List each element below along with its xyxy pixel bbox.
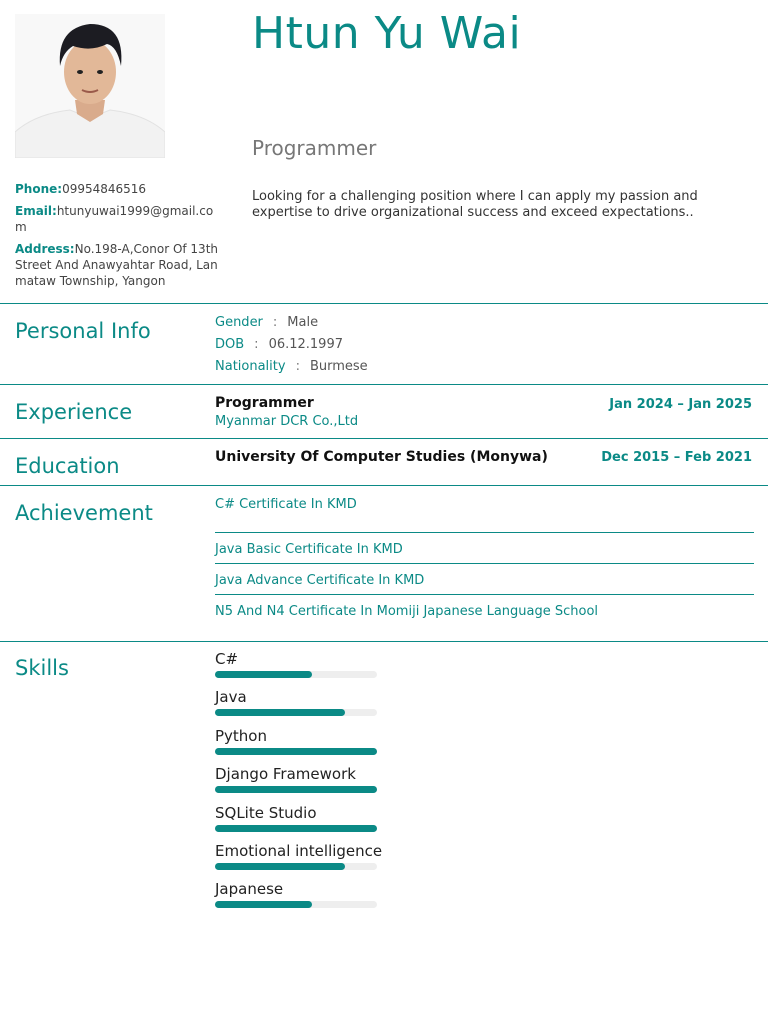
contact-address (15, 241, 220, 289)
info-separator: : (272, 315, 278, 330)
skill-name: C# (215, 650, 239, 668)
info-value: 06.12.1997 (268, 337, 343, 352)
skill-item (215, 727, 415, 755)
candidate-name: Htun Yu Wai (252, 8, 522, 59)
skill-bar-track (215, 786, 377, 793)
info-row-nationality (215, 359, 368, 374)
info-separator: : (295, 359, 300, 374)
skill-bar-fill (215, 786, 377, 793)
education-school: University Of Computer Studies (Monywa) (215, 449, 548, 465)
address-label: Address: (15, 242, 75, 256)
section-divider (0, 641, 768, 642)
info-key: Nationality (215, 359, 286, 374)
contact-block (15, 181, 220, 295)
skills-title: Skills (15, 656, 69, 680)
contact-email (15, 203, 220, 235)
skill-bar-fill (215, 671, 312, 678)
skill-name: Japanese (215, 880, 284, 899)
person-photo-icon (15, 14, 165, 158)
address-value: No.198-A,Conor Of 13th Street And Anawyahtar Road, Lanmataw Township, Yangon (15, 242, 219, 288)
section-divider (0, 485, 768, 486)
experience-position: Programmer (215, 395, 314, 411)
skill-item (215, 842, 415, 870)
skill-item (215, 880, 415, 908)
skill-item (215, 650, 415, 678)
experience-dates: Jan 2024 – Jan 2025 (609, 397, 752, 412)
education-title: Education (15, 454, 120, 478)
section-divider (0, 438, 768, 439)
section-divider (0, 303, 768, 304)
profile-photo (15, 14, 165, 158)
email-label: Email: (15, 204, 57, 218)
skill-bar-track (215, 748, 377, 755)
skill-bar-track (215, 671, 377, 678)
section-divider (0, 384, 768, 385)
experience-title: Experience (15, 400, 133, 424)
achievement-divider (215, 532, 754, 533)
achievement-item: Java Advance Certificate In KMD (215, 573, 425, 588)
info-row-dob (215, 337, 343, 352)
phone-value: 09954846516 (62, 182, 147, 196)
profile-summary: Looking for a challenging position where I can apply my passion and expertise to drive organizational success and exceed expectations.. (252, 189, 698, 220)
skill-item (215, 688, 415, 716)
skill-item (215, 765, 415, 793)
info-separator: : (254, 337, 259, 352)
personal-info-title: Personal Info (15, 319, 151, 343)
skill-name: Django Framework (215, 765, 356, 784)
info-value: Burmese (309, 359, 368, 374)
achievement-title: Achievement (15, 501, 153, 525)
info-row-gender (215, 315, 318, 330)
skill-name: Emotional intelligence (215, 842, 383, 860)
achievement-item: Java Basic Certificate In KMD (215, 542, 403, 557)
skill-bar-fill (215, 748, 377, 755)
phone-label: Phone: (15, 182, 63, 196)
skill-item (215, 804, 415, 832)
education-dates: Dec 2015 – Feb 2021 (601, 450, 752, 465)
contact-phone (15, 181, 220, 197)
email-value: htunyuwai1999@gmail.com (15, 204, 214, 234)
skill-name: Python (215, 726, 267, 745)
achievement-item: N5 And N4 Certificate In Momiji Japanese Language School (215, 604, 599, 619)
skill-bar-track (215, 901, 377, 908)
skill-bar-track (215, 709, 377, 716)
info-key: Gender (215, 315, 263, 330)
achievement-divider (215, 563, 754, 564)
candidate-role: Programmer (252, 136, 377, 160)
skill-bar-fill (215, 901, 312, 908)
skill-bar-track (215, 825, 377, 832)
skill-bar-fill (215, 709, 345, 716)
skill-bar-track (215, 863, 377, 870)
skill-name: Java (215, 688, 247, 707)
info-value: Male (287, 315, 319, 330)
skill-bar-fill (215, 825, 377, 832)
achievement-item: C# Certificate In KMD (215, 497, 357, 512)
skill-bar-fill (215, 863, 345, 870)
info-key: DOB (215, 337, 245, 352)
achievement-divider (215, 594, 754, 595)
experience-company: Myanmar DCR Co.,Ltd (215, 414, 359, 429)
skill-name: SQLite Studio (215, 803, 317, 822)
